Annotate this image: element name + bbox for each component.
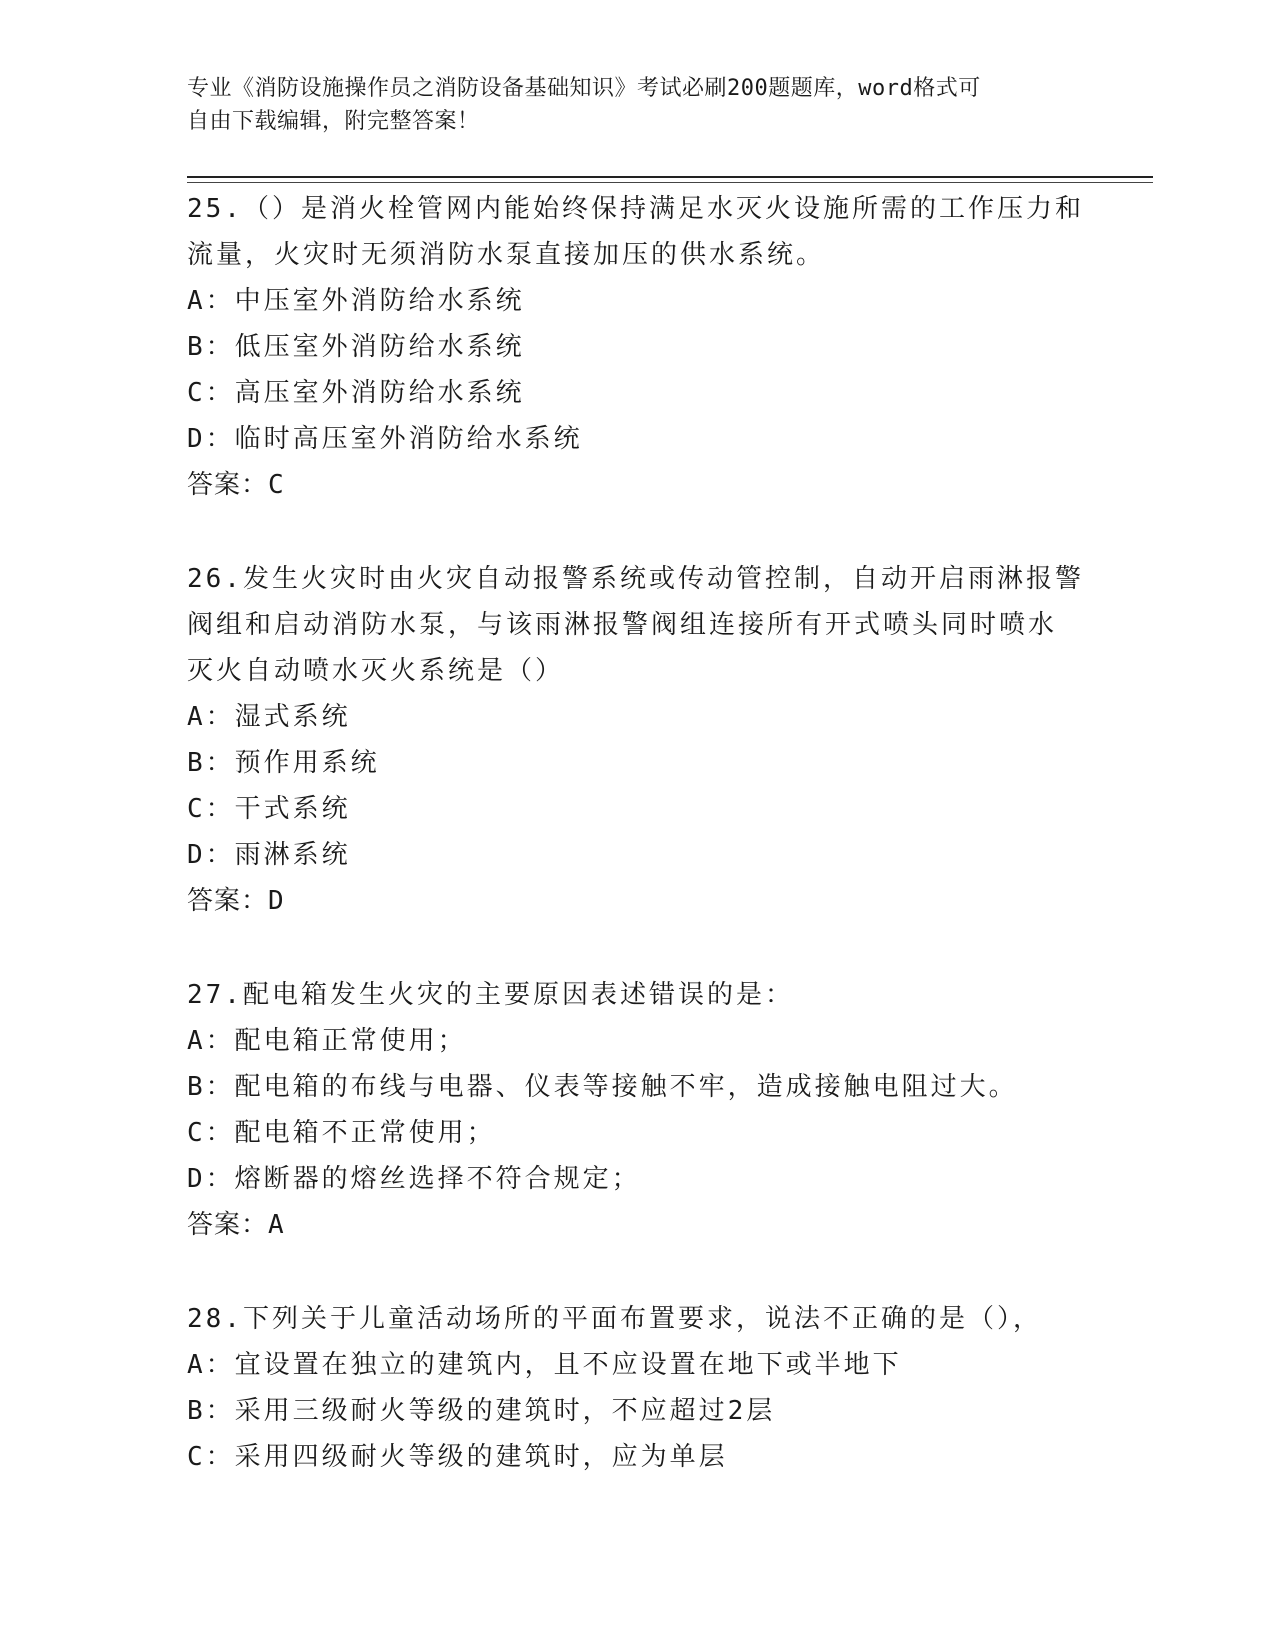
option-d: D：临时高压室外消防给水系统 <box>187 424 583 454</box>
question-list <box>187 186 1087 1528</box>
question-text: 26.发生火灾时由火灾自动报警系统或传动管控制，自动开启雨淋报警 <box>187 564 1084 594</box>
option-a: A：配电箱正常使用； <box>187 1026 467 1056</box>
option-c: C：采用四级耐火等级的建筑时，应为单层 <box>187 1442 728 1472</box>
option-a: A：宜设置在独立的建筑内，且不应设置在地下或半地下 <box>187 1350 902 1380</box>
document-header <box>187 72 1087 138</box>
question-text: 流量，火灾时无须消防水泵直接加压的供水系统。 <box>187 240 826 270</box>
option-c: C：干式系统 <box>187 794 351 824</box>
answer-line <box>187 1202 1087 1248</box>
option-a: A：中压室外消防给水系统 <box>187 286 525 316</box>
answer-label: 答案： <box>187 470 269 500</box>
header-divider-thick <box>187 176 1153 178</box>
option-c: C：配电箱不正常使用； <box>187 1118 496 1148</box>
answer-value: C <box>268 470 285 500</box>
option-b: B：预作用系统 <box>187 748 380 778</box>
option-c: C：高压室外消防给水系统 <box>187 378 525 408</box>
option-b: B：配电箱的布线与电器、仪表等接触不牢，造成接触电阻过大。 <box>187 1072 1018 1102</box>
answer-label: 答案： <box>187 886 269 916</box>
question-text: 28.下列关于儿童活动场所的平面布置要求，说法不正确的是（）， <box>187 1304 1042 1334</box>
question-text: 25.（）是消火栓管网内能始终保持满足水灭火设施所需的工作压力和 <box>187 194 1084 224</box>
question-text: 阀组和启动消防水泵，与该雨淋报警阀组连接所有开式喷头同时喷水 <box>187 610 1058 640</box>
question-26 <box>187 556 1087 924</box>
answer-line <box>187 462 1087 508</box>
option-a: A：湿式系统 <box>187 702 351 732</box>
option-d: D：雨淋系统 <box>187 840 351 870</box>
header-line-1: 专业《消防设施操作员之消防设备基础知识》考试必刷200题题库，word格式可 <box>187 76 981 101</box>
question-28 <box>187 1296 1087 1480</box>
question-27 <box>187 972 1087 1248</box>
option-d: D：熔断器的熔丝选择不符合规定； <box>187 1164 641 1194</box>
question-text: 27.配电箱发生火灾的主要原因表述错误的是： <box>187 980 794 1010</box>
option-b: B：低压室外消防给水系统 <box>187 332 525 362</box>
answer-label: 答案： <box>187 1210 269 1240</box>
answer-value: A <box>268 1210 285 1240</box>
question-25 <box>187 186 1087 508</box>
header-line-2: 自由下载编辑，附完整答案！ <box>187 109 480 134</box>
answer-line <box>187 878 1087 924</box>
header-divider-thin <box>187 182 1153 183</box>
option-b: B：采用三级耐火等级的建筑时，不应超过2层 <box>187 1396 776 1426</box>
question-text: 灭火自动喷水灭火系统是（） <box>187 656 565 686</box>
answer-value: D <box>268 886 285 916</box>
